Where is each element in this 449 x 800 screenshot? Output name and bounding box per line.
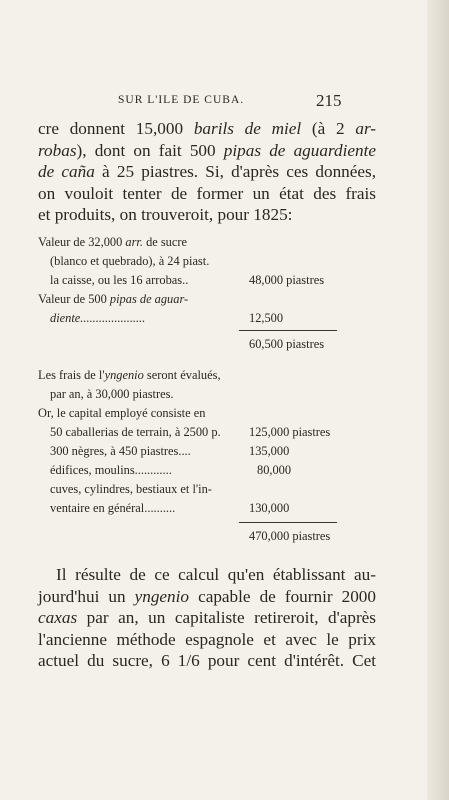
table-row <box>38 529 383 548</box>
table-row <box>38 406 383 425</box>
conclusion-line: Il résulte de ce calcul qu'en établissant au- <box>56 565 376 584</box>
table-row <box>38 368 383 387</box>
table-row <box>38 501 383 520</box>
row-label: Valeur de 32,000 arr. de sucre <box>38 235 188 249</box>
capital-total: 470,000 piastres <box>249 529 331 543</box>
row-label: diente..................... <box>50 311 146 325</box>
produits-total-row <box>38 337 383 356</box>
intro-line: cre donnent 15,000 barils de miel (à 2 ar- <box>38 119 377 138</box>
row-amount: 130,000 <box>249 501 290 515</box>
intro-line: robas), dont on fait 500 pipas de aguardiente <box>38 140 377 160</box>
produits-table <box>38 235 383 330</box>
sum-rule <box>239 522 337 523</box>
capital-total-row <box>38 529 383 548</box>
table-row <box>38 273 383 292</box>
table-row <box>38 254 383 273</box>
row-label: ventaire en général.......... <box>50 501 176 515</box>
intro-line: de caña à 25 piastres. Si, d'après ces données, <box>38 162 377 181</box>
page-header <box>0 91 449 114</box>
table-row <box>38 235 383 254</box>
row-label: Or, le capital employé consiste en <box>38 406 206 420</box>
produits-total: 60,500 piastres <box>249 337 325 351</box>
row-amount: 125,000 piastres <box>249 425 331 439</box>
table-row <box>38 425 383 444</box>
table-row <box>38 387 383 406</box>
table-row <box>38 337 383 356</box>
running-head: SUR L'ILE DE CUBA. <box>118 94 245 106</box>
row-label: cuves, cylindres, bestiaux et l'in- <box>50 482 212 496</box>
row-label: (blanco et quebrado), à 24 piast. <box>50 254 210 268</box>
row-label: 300 nègres, à 450 piastres.... <box>50 444 191 458</box>
capital-table <box>38 406 383 520</box>
conclusion-line: actuel du sucre, 6 1/6 pour cent d'intérêt. Cet <box>38 651 376 670</box>
row-label: par an, à 30,000 piastres. <box>50 387 174 401</box>
row-label: 50 caballerias de terrain, à 2500 p. <box>50 425 221 439</box>
row-amount: 48,000 piastres <box>249 273 325 287</box>
intro-line: et produits, on trouveroit, pour 1825: <box>38 205 293 224</box>
frais-block <box>38 368 383 406</box>
intro-paragraph <box>38 118 376 226</box>
conclusion-line: caxas par an, un capitaliste retireroit, d'après <box>38 608 376 627</box>
row-label: Les frais de l'yngenio seront évalués, <box>38 368 221 382</box>
page-number: 215 <box>316 91 342 110</box>
table-row <box>38 463 383 482</box>
page-gutter <box>427 0 449 800</box>
row-amount: 80,000 <box>257 463 292 477</box>
row-amount: 12,500 <box>249 311 284 325</box>
row-label: édifices, moulins............ <box>50 463 172 477</box>
row-label: Valeur de 500 pipas de aguar- <box>38 292 189 306</box>
table-row <box>38 292 383 311</box>
table-row <box>38 311 383 330</box>
row-amount: 135,000 <box>249 444 290 458</box>
table-row <box>38 444 383 463</box>
conclusion-line: jourd'hui un yngenio capable de fournir 2000 <box>38 586 376 606</box>
sum-rule <box>239 330 337 331</box>
conclusion-paragraph <box>38 564 376 672</box>
intro-line: on vouloit tenter de former un état des frais <box>38 183 376 203</box>
row-label: la caisse, ou les 16 arrobas.. <box>50 273 189 287</box>
conclusion-line: l'ancienne méthode espagnole et avec le prix <box>38 629 376 649</box>
table-row <box>38 482 383 501</box>
